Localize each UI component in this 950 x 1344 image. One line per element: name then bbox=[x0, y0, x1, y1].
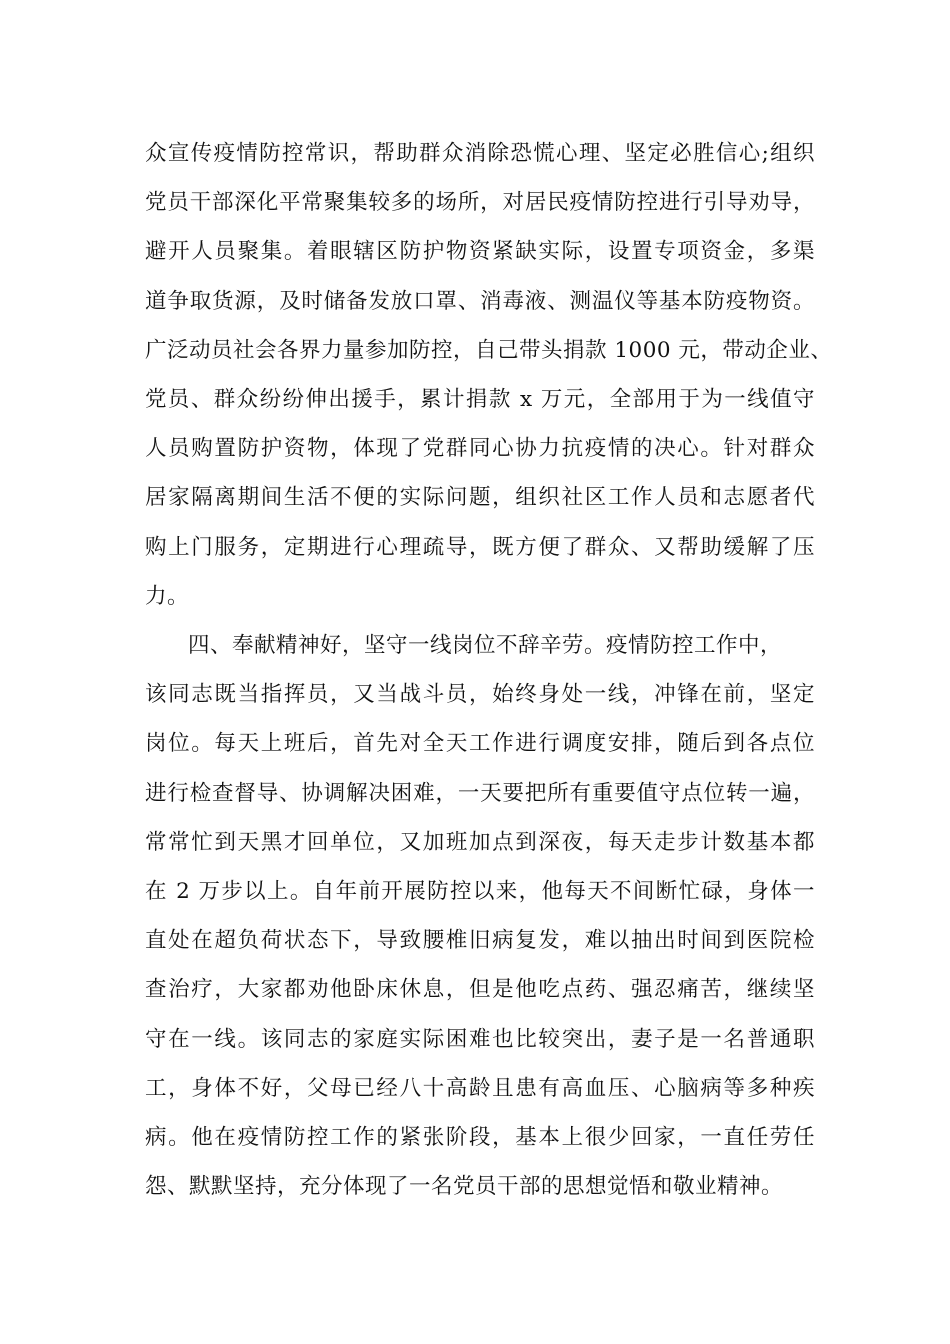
text-line: 岗位。每天上班后，首先对全天工作进行调度安排，随后到各点位 bbox=[145, 731, 815, 757]
text-line: 守在一线。该同志的家庭实际困难也比较突出，妻子是一名普通职 bbox=[145, 1026, 815, 1052]
text-line: 力。 bbox=[145, 583, 190, 609]
text-line: 在 2 万步以上。自年前开展防控以来，他每天不间断忙碌，身体一 bbox=[145, 878, 815, 904]
text-line: 病。他在疫情防控工作的紧张阶段，基本上很少回家，一直任劳任 bbox=[145, 1124, 815, 1150]
text-line: 党员干部深化平常聚集较多的场所，对居民疫情防控进行引导劝导， bbox=[145, 190, 815, 216]
paragraph-dedication-spirit bbox=[145, 621, 815, 1211]
paragraph-community-epidemic-prevention bbox=[145, 129, 833, 621]
text-line: 常常忙到天黑才回单位，又加班加点到深夜，每天走步计数基本都 bbox=[145, 829, 815, 855]
text-line: 工，身体不好，父母已经八十高龄且患有高血压、心脑病等多种疾 bbox=[145, 1075, 815, 1101]
text-line: 众宣传疫情防控常识，帮助群众消除恐慌心理、坚定必胜信心;组织 bbox=[145, 141, 815, 166]
text-line: 广泛动员社会各界力量参加防控，自己带头捐款 1000 元，带动企业、 bbox=[145, 337, 833, 363]
text-line: 人员购置防护资物，体现了党群同心协力抗疫情的决心。针对群众 bbox=[145, 436, 815, 462]
text-line-heading: 四、奉献精神好，坚守一线岗位不辞辛劳。疫情防控工作中， bbox=[188, 633, 783, 658]
text-line: 直处在超负荷状态下，导致腰椎旧病复发，难以抽出时间到医院检 bbox=[145, 928, 815, 954]
text-line: 道争取货源，及时储备发放口罩、消毒液、测温仪等基本防疫物资。 bbox=[145, 288, 815, 314]
text-line: 避开人员聚集。着眼辖区防护物资紧缺实际，设置专项资金，多渠 bbox=[145, 239, 815, 265]
text-line: 查治疗，大家都劝他卧床休息，但是他吃点药、强忍痛苦，继续坚 bbox=[145, 977, 815, 1003]
text-line: 居家隔离期间生活不便的实际问题，组织社区工作人员和志愿者代 bbox=[145, 485, 815, 511]
text-line: 该同志既当指挥员，又当战斗员，始终身处一线，冲锋在前，坚定 bbox=[145, 682, 815, 708]
text-line: 党员、群众纷纷伸出援手，累计捐款 x 万元，全部用于为一线值守 bbox=[145, 386, 815, 412]
text-line: 购上门服务，定期进行心理疏导，既方便了群众、又帮助缓解了压 bbox=[145, 534, 815, 560]
text-line: 进行检查督导、协调解决困难，一天要把所有重要值守点位转一遍， bbox=[145, 780, 815, 806]
text-line: 怨、默默坚持，充分体现了一名党员干部的思想觉悟和敬业精神。 bbox=[145, 1174, 784, 1200]
